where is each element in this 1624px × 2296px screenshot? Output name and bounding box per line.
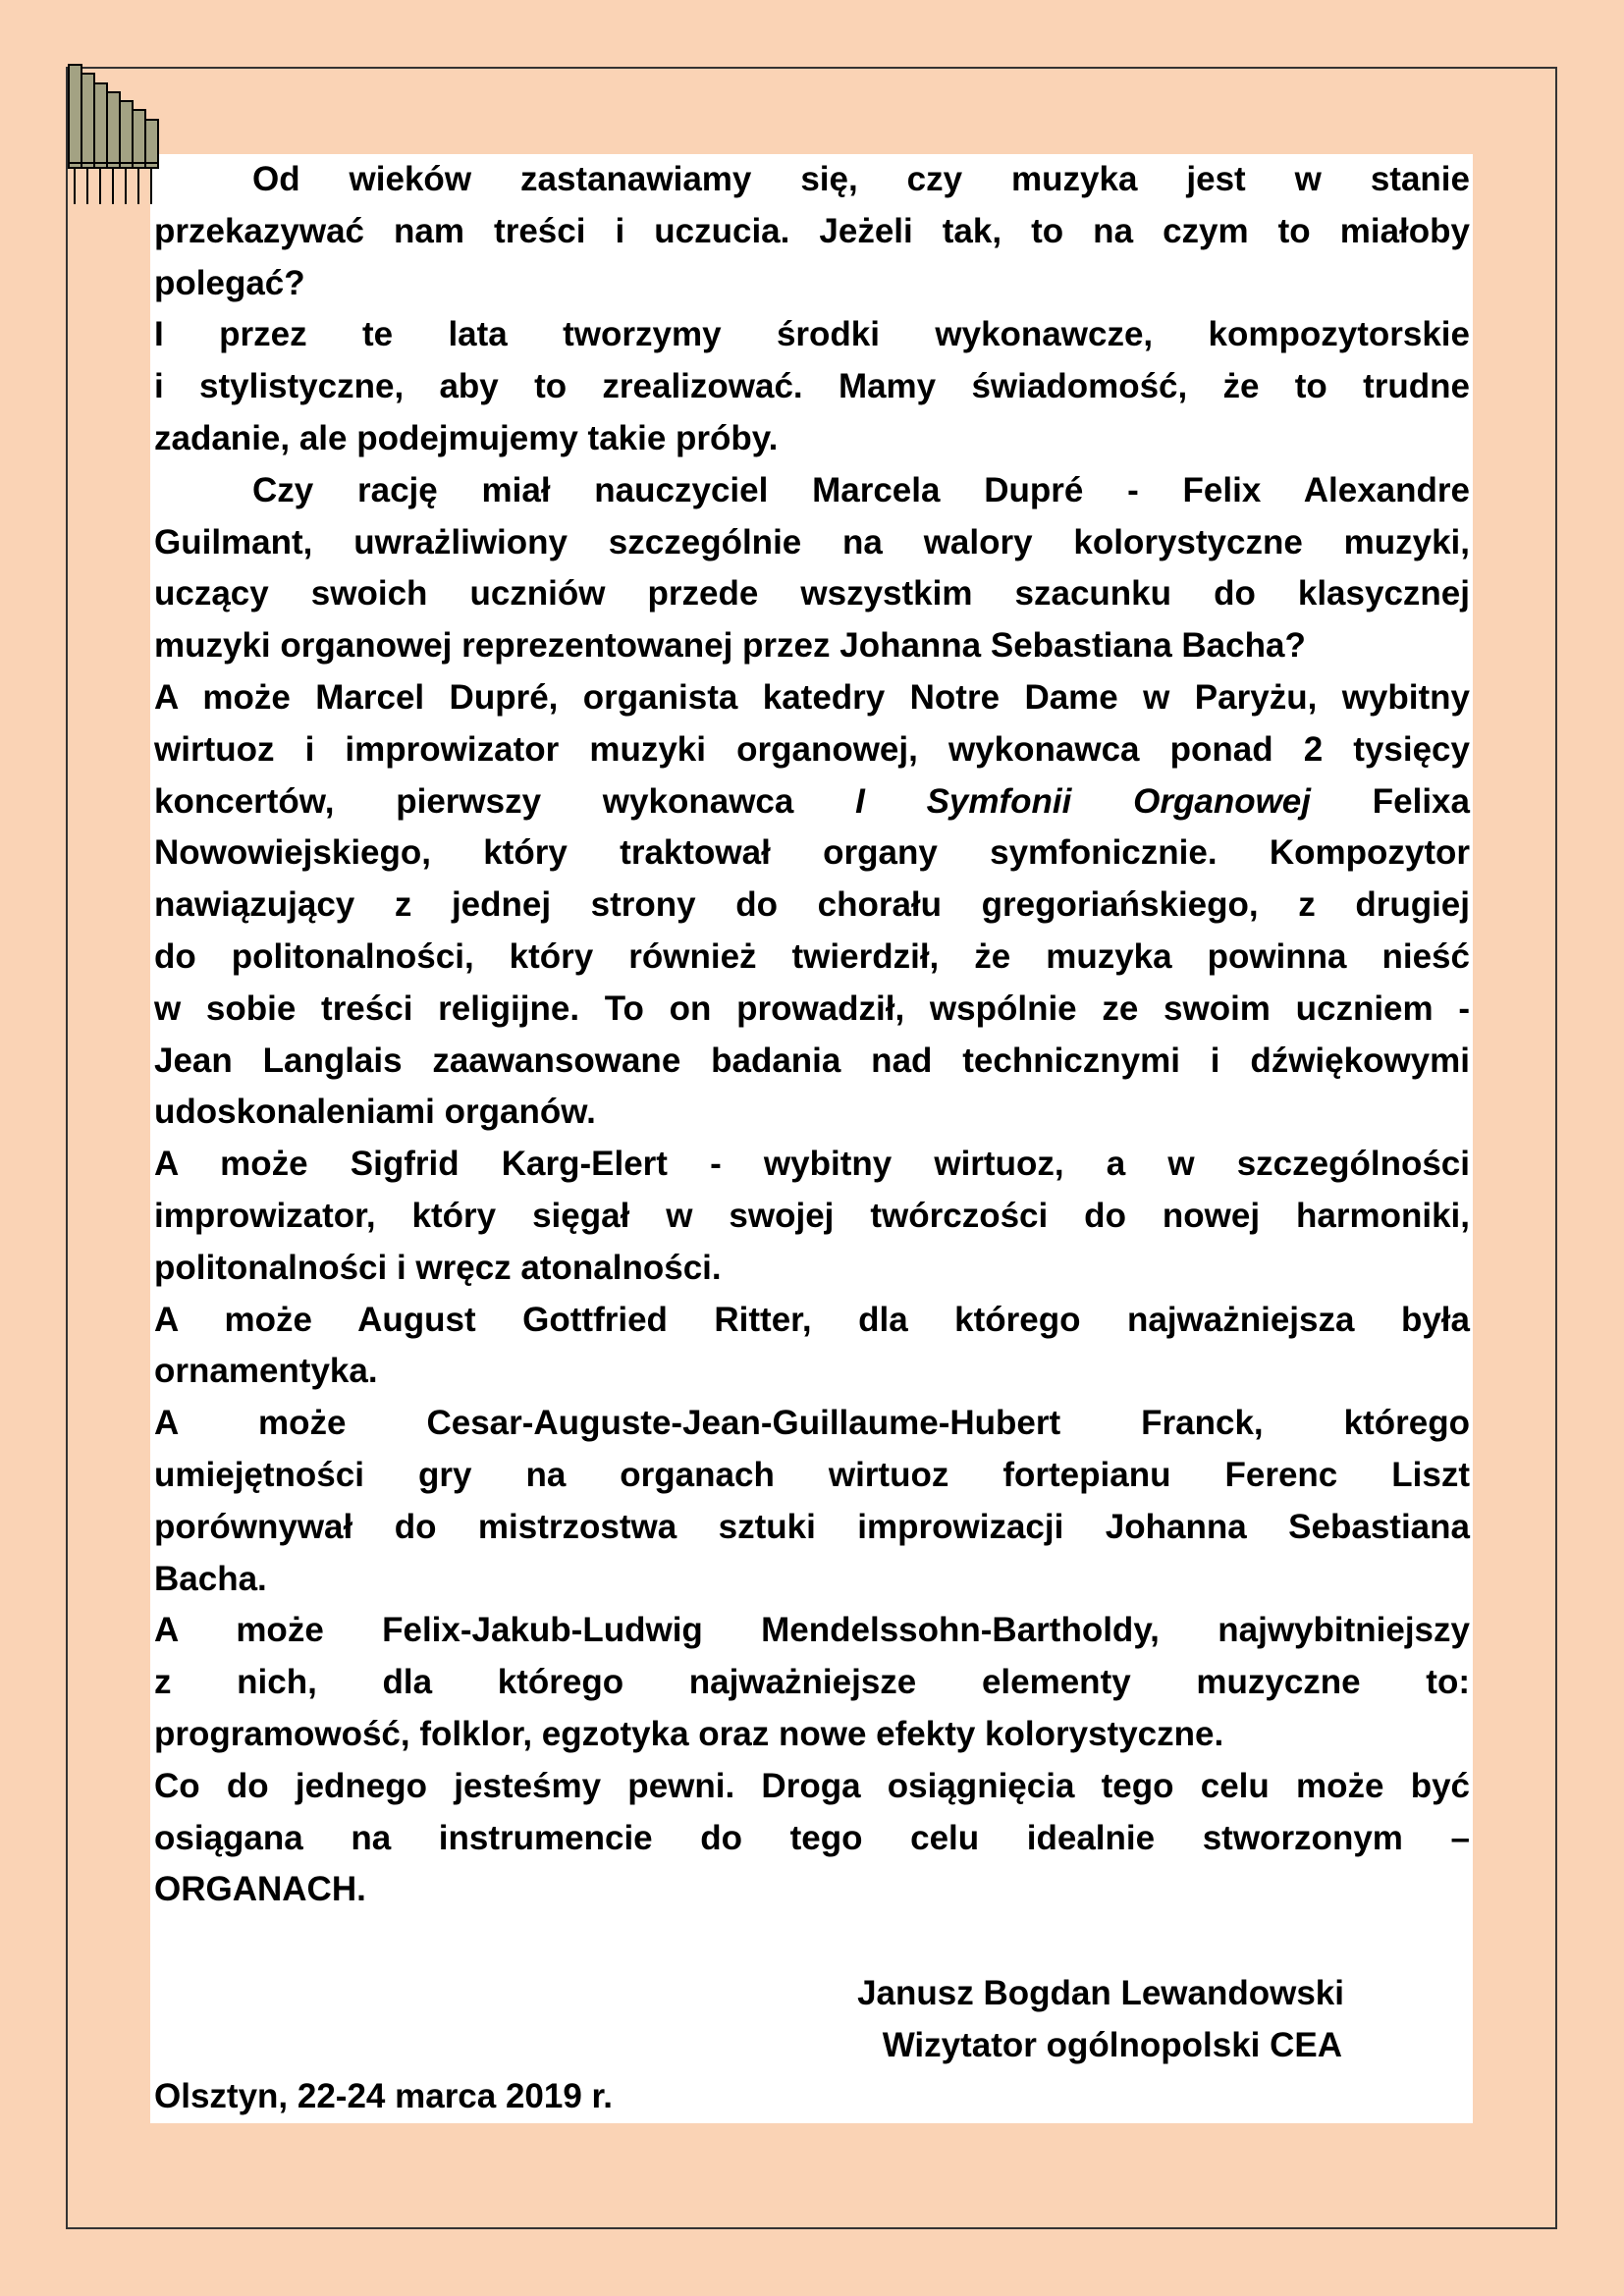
text-line: programowość, folklor, egzotyka oraz nowe efekty kolorystyczne.: [154, 1714, 1224, 1753]
place-date: Olsztyn, 22-24 marca 2019 r.: [154, 2077, 613, 2116]
text-line-with-title: [154, 776, 1470, 828]
text-line: A może Marcel Dupré, organista katedry Notre Dame w Paryżu, wybitny: [154, 677, 1470, 717]
text-line: i stylistyczne, aby to zrealizować. Mamy świadomość, że to trudne: [154, 367, 1470, 406]
text-line: Jean Langlais zaawansowane badania nad technicznymi i dźwiękowymi: [154, 1041, 1470, 1080]
text-line: porównywał do mistrzostwa sztuki improwizacji Johanna Sebastiana: [154, 1507, 1470, 1546]
blank-line: [154, 1916, 1470, 1968]
text-line: w sobie treści religijne. To on prowadził, wspólnie ze swoim uczniem -: [154, 988, 1470, 1028]
text-line: osiągana na instrumencie do tego celu idealnie stworzonym –: [154, 1818, 1470, 1857]
text-line: Co do jednego jesteśmy pewni. Droga osiągnięcia tego celu może być: [154, 1766, 1470, 1805]
text-line: nawiązujący z jednej strony do chorału gregoriańskiego, z drugiej: [154, 885, 1470, 925]
organ-pipes-icon: [67, 64, 160, 206]
text-line: umiejętności gry na organach wirtuoz fortepianu Ferenc Liszt: [154, 1455, 1470, 1494]
text-line: do politonalności, który również twierdził, że muzyka powinna nieść: [154, 936, 1470, 976]
text-line: wirtuoz i improwizator muzyki organowej, wykonawca ponad 2 tysięcy: [154, 729, 1470, 769]
letter-body: [154, 154, 1470, 2123]
text-line: z nich, dla którego najważniejsze elementy muzyczne to:: [154, 1663, 1470, 1702]
text-line: zadanie, ale podejmujemy takie próby.: [154, 418, 779, 457]
text-line: improwizator, który sięgał w swojej twórczości do nowej harmoniki,: [154, 1196, 1470, 1235]
text-line: Guilmant, uwrażliwiony szczególnie na walory kolorystyczne muzyki,: [154, 522, 1470, 561]
text-line: Bacha.: [154, 1559, 267, 1598]
text-line: udoskonaleniami organów.: [154, 1093, 596, 1132]
signature-name: Janusz Bogdan Lewandowski: [857, 1973, 1344, 2012]
text-line: polegać?: [154, 263, 305, 302]
text-line: A może Sigfrid Karg-Elert - wybitny wirtuoz, a w szczególności: [154, 1145, 1470, 1184]
text-line: uczący swoich uczniów przede wszystkim szacunku do klasycznej: [154, 574, 1470, 614]
text-line: muzyki organowej reprezentowanej przez Johanna Sebastiana Bacha?: [154, 626, 1306, 666]
text-line: ornamentyka.: [154, 1352, 378, 1391]
text-line: A może Felix-Jakub-Ludwig Mendelssohn-Bartholdy, najwybitniejszy: [154, 1611, 1470, 1650]
text-line: ORGANACH.: [154, 1870, 366, 1909]
text-line: A może Cesar-Auguste-Jean-Guillaume-Hubert Franck, którego: [154, 1404, 1470, 1443]
work-title: I Symfonii Organowej: [855, 781, 1311, 821]
text-line: Czy rację miał nauczyciel Marcela Dupré - Felix Alexandre: [252, 470, 1470, 509]
text-line: A może August Gottfried Ritter, dla którego najważniejsza była: [154, 1300, 1470, 1339]
text-line: I przez te lata tworzymy środki wykonawcze, kompozytorskie: [154, 315, 1470, 354]
text-line: Od wieków zastanawiamy się, czy muzyka jest w stanie: [252, 160, 1470, 198]
text-line: politonalności i wręcz atonalności.: [154, 1248, 722, 1287]
text-fragment: Felixa: [1372, 781, 1470, 821]
text-line: przekazywać nam treści i uczucia. Jeżeli tak, to na czym to miałoby: [154, 211, 1470, 250]
text-line: Nowowiejskiego, który traktował organy symfonicznie. Kompozytor: [154, 833, 1470, 873]
signature-title: Wizytator ogólnopolski CEA: [882, 2025, 1342, 2064]
text-fragment: koncertów, pierwszy wykonawca: [154, 781, 794, 821]
